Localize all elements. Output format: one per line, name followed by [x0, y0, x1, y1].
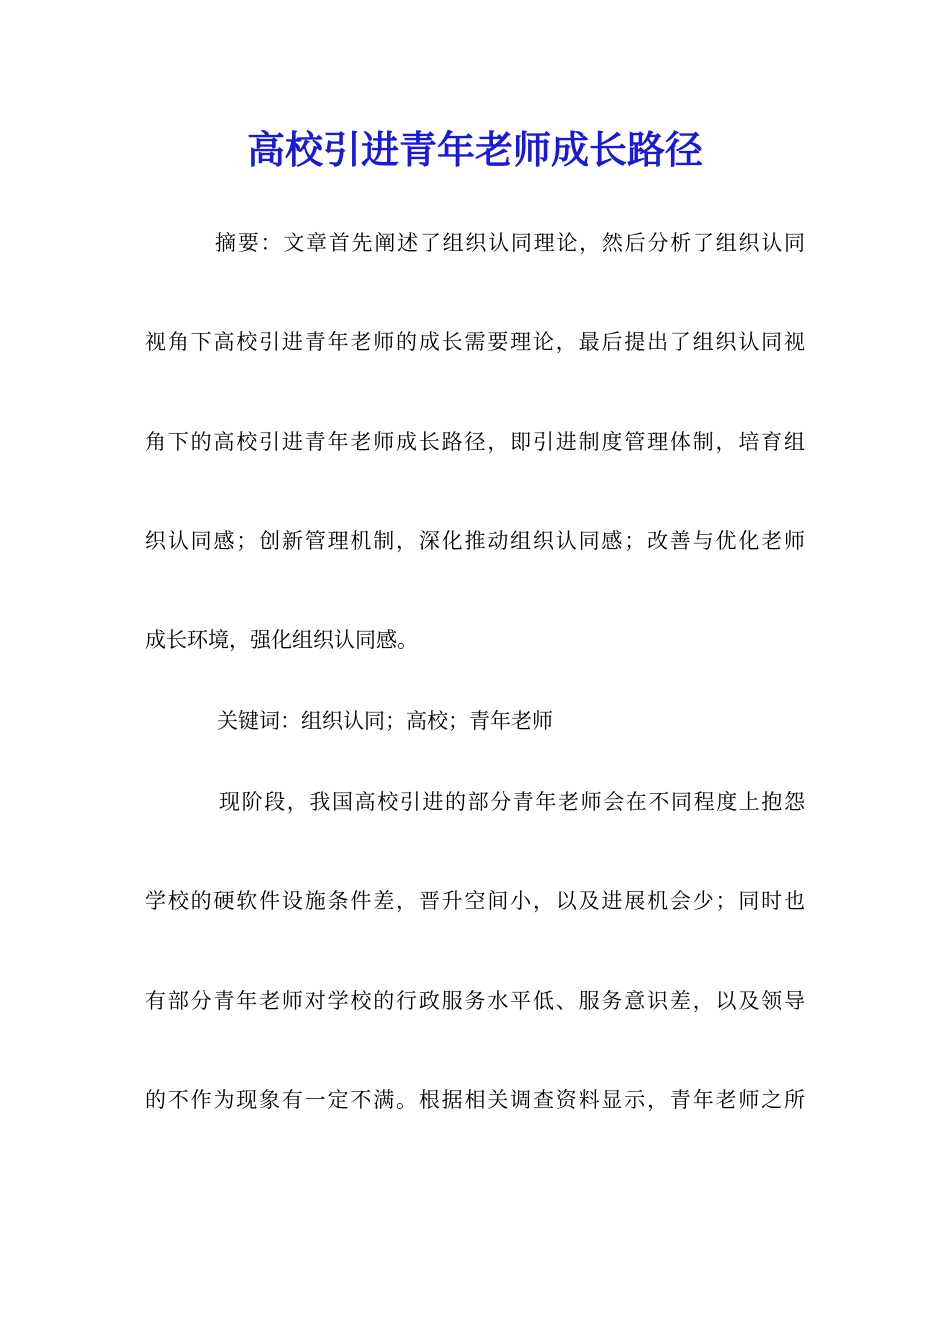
body-line-4: 的不作为现象有一定不满。根据相关调查资料显示，青年老师之所	[145, 1088, 805, 1112]
abstract-line-5: 成长环境，强化组织认同感。	[145, 628, 418, 652]
keywords-line: 关键词：组织认同；高校；青年老师	[217, 709, 553, 733]
abstract-line-3: 角下的高校引进青年老师成长路径，即引进制度管理体制，培育组	[145, 430, 805, 454]
abstract-line-2: 视角下高校引进青年老师的成长需要理论，最后提出了组织认同视	[145, 330, 805, 354]
body-line-1: 现阶段，我国高校引进的部分青年老师会在不同程度上抱怨	[219, 790, 805, 814]
body-line-2: 学校的硬软件设施条件差，晋升空间小，以及进展机会少；同时也	[145, 889, 805, 913]
abstract-line-1: 摘要：文章首先阐述了组织认同理论，然后分析了组织认同	[215, 231, 805, 255]
document-title: 高校引进青年老师成长路径	[246, 127, 703, 172]
body-line-3: 有部分青年老师对学校的行政服务水平低、服务意识差，以及领导	[145, 989, 805, 1013]
abstract-line-4: 织认同感；创新管理机制，深化推动组织认同感；改善与优化老师	[145, 529, 805, 553]
